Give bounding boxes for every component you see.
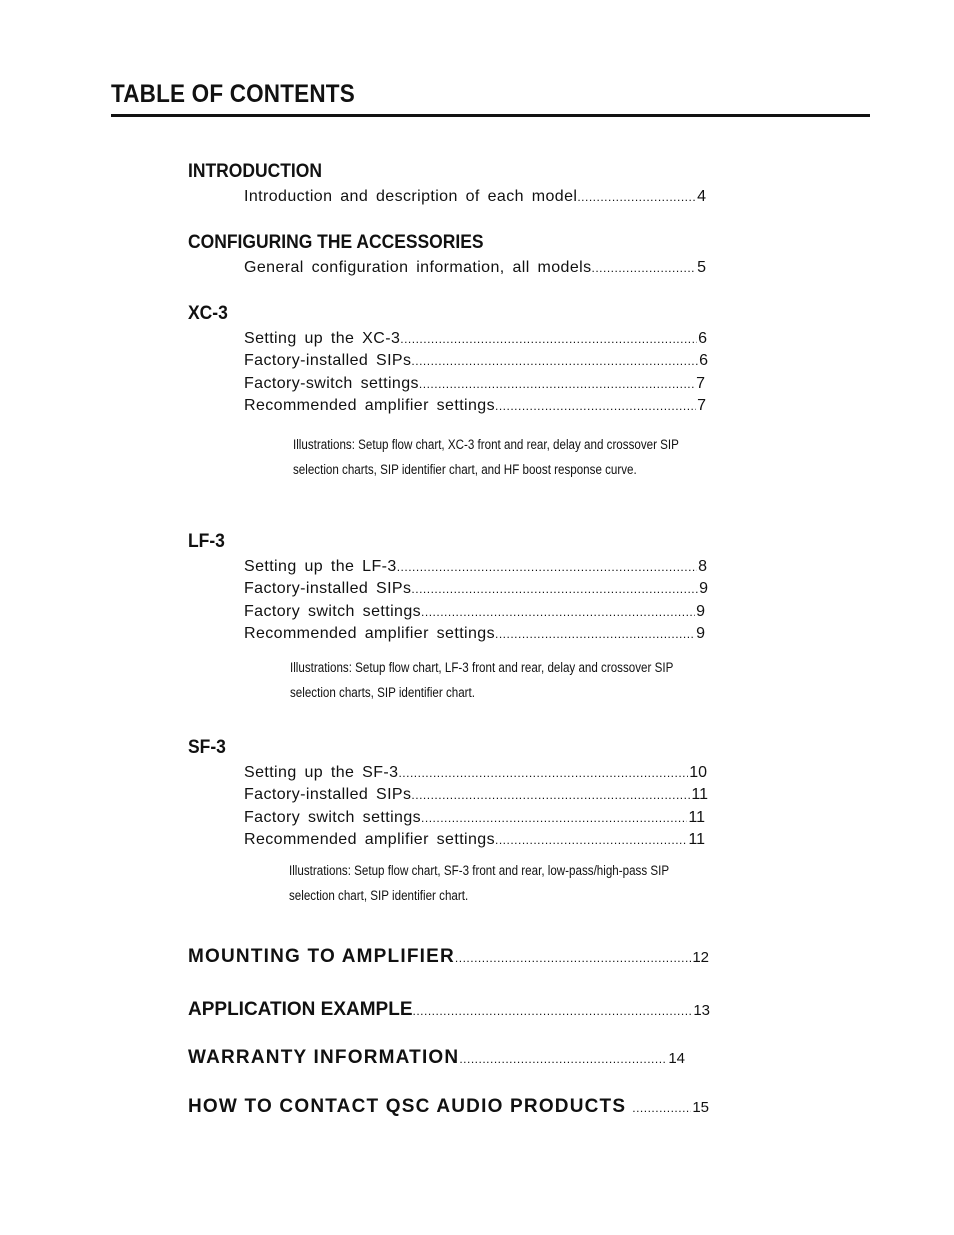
entry-page: 7: [697, 397, 706, 414]
leader-dots: [495, 627, 695, 641]
major-page: 15: [692, 1099, 709, 1116]
major-label: MOUNTING TO AMPLIFIER: [188, 946, 455, 967]
entry-page: 6: [699, 352, 708, 369]
section-heading-xc3: XC-3: [188, 303, 228, 324]
section-heading-introduction: INTRODUCTION: [188, 161, 323, 182]
toc-entry[interactable]: [244, 580, 708, 598]
entry-label: Factory-installed SIPs: [244, 580, 412, 597]
entry-label: Factory switch settings: [244, 809, 422, 826]
entry-label: Recommended amplifier settings: [244, 625, 495, 642]
entry-page: 10: [689, 764, 707, 781]
entry-label: Factory-installed SIPs: [244, 352, 412, 369]
toc-entry[interactable]: [244, 397, 706, 415]
leader-dots: [632, 1101, 691, 1115]
toc-entry[interactable]: [244, 558, 707, 576]
leader-dots: [400, 332, 697, 346]
leader-dots: [459, 1052, 667, 1066]
leader-dots: [411, 582, 698, 596]
leader-dots: [411, 788, 690, 802]
toc-entry[interactable]: [244, 259, 706, 277]
toc-entry[interactable]: [244, 809, 705, 827]
entry-label: Recommended amplifier settings: [244, 397, 495, 414]
toc-entry[interactable]: [244, 375, 705, 393]
leader-dots: [421, 811, 687, 825]
toc-entry[interactable]: [244, 625, 705, 643]
entry-page: 11: [688, 831, 705, 848]
section-heading-sf3: SF-3: [188, 737, 226, 758]
leader-dots: [495, 833, 687, 847]
entry-label: Recommended amplifier settings: [244, 831, 495, 848]
major-page: 13: [693, 1002, 710, 1019]
title-rule: [111, 114, 870, 117]
illustrations-note-xc3: Illustrations: Setup flow chart, XC-3 front and rear, delay and crossover SIP selection charts, SIP identifier chart, and HF boost response curve.: [293, 437, 679, 477]
major-label: HOW TO CONTACT QSC AUDIO PRODUCTS: [188, 1096, 627, 1117]
entry-label: Factory-installed SIPs: [244, 786, 412, 803]
leader-dots: [592, 261, 697, 275]
toc-entry[interactable]: [244, 603, 705, 621]
entry-page: 9: [696, 603, 705, 620]
major-page: 12: [692, 949, 709, 966]
toc-entry[interactable]: [244, 786, 708, 804]
leader-dots: [411, 354, 698, 368]
leader-dots: [495, 399, 696, 413]
leader-dots: [577, 190, 696, 204]
major-label: WARRANTY INFORMATION: [188, 1047, 460, 1068]
illustrations-note-sf3: Illustrations: Setup flow chart, SF-3 front and rear, low-pass/high-pass SIP selection chart, SIP identifier chart.: [289, 863, 669, 903]
leader-dots: [421, 605, 695, 619]
leader-dots: [455, 951, 691, 965]
entry-page: 8: [698, 558, 707, 575]
entry-label: Setting up the XC-3: [244, 330, 401, 347]
illustrations-note-lf3: Illustrations: Setup flow chart, LF-3 front and rear, delay and crossover SIP selection charts, SIP identifier chart.: [290, 660, 674, 700]
page-title: TABLE OF CONTENTS: [111, 80, 355, 108]
entry-label: Setting up the LF-3: [244, 558, 397, 575]
entry-label: Setting up the SF-3: [244, 764, 399, 781]
toc-entry[interactable]: [244, 330, 707, 348]
leader-dots: [398, 766, 688, 780]
entry-label: Factory switch settings: [244, 603, 422, 620]
toc-entry[interactable]: [244, 831, 705, 849]
leader-dots: [397, 560, 697, 574]
toc-major-warranty[interactable]: [188, 1047, 685, 1069]
toc-major-mounting[interactable]: [188, 946, 709, 968]
major-page: 14: [668, 1050, 685, 1067]
entry-label: Introduction and description of each model: [244, 188, 578, 205]
entry-page: 7: [696, 375, 705, 392]
toc-major-contact[interactable]: [188, 1096, 709, 1118]
toc-major-application[interactable]: [188, 999, 710, 1021]
entry-page: 9: [699, 580, 708, 597]
entry-page: 9: [696, 625, 705, 642]
entry-label: Factory-switch settings: [244, 375, 419, 392]
entry-page: 4: [697, 188, 706, 205]
leader-dots: [419, 377, 695, 391]
entry-page: 5: [697, 259, 706, 276]
entry-page: 11: [688, 809, 705, 826]
section-heading-lf3: LF-3: [188, 531, 225, 552]
toc-entry[interactable]: [244, 188, 706, 206]
entry-label: General configuration information, all models: [244, 259, 592, 276]
leader-dots: [413, 1004, 693, 1018]
toc-entry[interactable]: [244, 764, 707, 782]
toc-entry[interactable]: [244, 352, 708, 370]
section-heading-configuring: CONFIGURING THE ACCESSORIES: [188, 232, 484, 253]
major-label: APPLICATION EXAMPLE: [188, 999, 413, 1020]
entry-page: 11: [691, 786, 708, 803]
entry-page: 6: [698, 330, 707, 347]
